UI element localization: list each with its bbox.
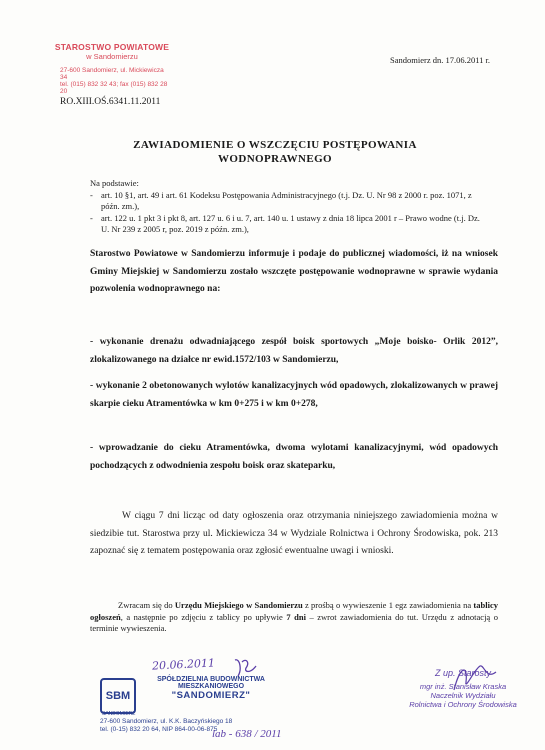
stamp-address: 27-600 Sandomierz, ul. Mickiewicza 34 <box>60 67 164 81</box>
handwritten-date: 20.06.2011 <box>151 656 216 673</box>
basis-dash: - <box>90 189 93 200</box>
sbm-stamp <box>136 676 286 701</box>
sbm-phone: tel. (0-15) 832 20 64, NIP 864-00-06-875 <box>100 726 218 733</box>
sbm-line-2: MIESZKANIOWEGO <box>177 683 245 690</box>
basis-item-text: art. 122 u. 1 pkt 3 i pkt 8, art. 127 u. 6 i u. 7, art. 140 u. 1 ustawy z dnia 18 lipca 2001 r – Prawo wodne (t.j. Dz. U. Nr 239 z 2005 r, poz. 2019 z późn. zm.), <box>101 212 480 234</box>
title-line-1: ZAWIADOMIENIE O WSZCZĘCIU POSTĘPOWANIA <box>133 139 417 151</box>
request-bold: 7 dni <box>286 611 306 622</box>
document-title <box>60 138 490 166</box>
starostwo-stamp <box>52 42 172 95</box>
stamp-phone: tel. (015) 832 32 43; fax (015) 832 28 20 <box>60 81 168 95</box>
basis-item-text: art. 10 §1, art. 49 i art. 61 Kodeksu Postępowania Administracyjnego (t.j. Dz. U. Nr 98 z 2000 r. poz. 1071, z późn. zm.), <box>101 189 472 211</box>
sbm-logo-sub: SANDOMIERZ <box>102 711 136 717</box>
stamp-line-2: w Sandomierzu <box>86 52 138 61</box>
sbm-line-1: SPÓŁDZIELNIA BUDOWNICTWA <box>157 676 265 683</box>
official-signature-icon <box>450 660 500 696</box>
request-paragraph <box>90 600 498 635</box>
signature-line-4: Rolnictwa i Ochrony Środowiska <box>409 700 517 709</box>
request-text: Zwracam się do <box>118 600 175 610</box>
notice-text: W ciągu 7 dni licząc od daty ogłoszenia oraz otrzymania niniejszego zawiadomienia można w siedzibie tut. Starostwa przy ul. Mickiewicza 34 w Wydziale Rolnictwa i Ochrony Środowiska, pok. 213 zapoznać się z tematem postępowania oraz zgłosić ewentualne uwagi i wnioski. <box>90 511 498 556</box>
basis-intro: Na podstawie: <box>90 178 139 188</box>
main-item: - wprowadzanie do cieku Atramentówka, dwoma wylotami kanalizacyjnymi, wód opadowych pochodzących z odwodnienia zespołu boisk oraz skateparku, <box>90 443 498 471</box>
handwritten-number: lab - 638 / 2011 <box>212 728 282 740</box>
main-item: - wykonanie 2 obetonowanych wylotów kanalizacyjnych wód opadowych, zlokalizowanych w prawej skarpie cieku Atramentówka w km 0+275 i w km 0+278, <box>90 381 498 409</box>
basis-item <box>90 213 481 236</box>
request-bold: Urzędu Miejskiego w Sandomierzu <box>174 600 303 610</box>
reference-number: RO.XIII.OŚ.6341.11.2011 <box>60 97 161 107</box>
basis-dash: - <box>90 212 93 223</box>
signature-line-2: mgr inż. Stanisław Kraska <box>419 682 507 691</box>
legal-basis <box>90 178 481 236</box>
request-bold: tablicy ogłoszeń <box>90 600 498 622</box>
sbm-logo: SBM <box>100 678 136 714</box>
title-line-2: WODNOPRAWNEGO <box>218 153 332 165</box>
sbm-line-3: "SANDOMIERZ" <box>171 690 251 701</box>
request-text: , a następnie po zdjęciu z tablicy po upływie <box>120 611 287 622</box>
sbm-address: 27-600 Sandomierz, ul. K.K. Baczyńskiego 18 <box>100 718 233 725</box>
signature-line-3: Naczelnik Wydziału <box>430 691 496 700</box>
basis-item <box>90 190 481 213</box>
request-text: z prośbą o wywieszenie 1 egz zawiadomienia na <box>302 600 474 610</box>
notice-paragraph <box>90 508 498 561</box>
request-text: – zwrot zawiadomienia do tut. Urzędu z adnotacją o terminie wywieszenia. <box>90 611 498 633</box>
stamp-line-1: STAROSTWO POWIATOWE <box>54 42 170 52</box>
signature-line-1: Z up. Starosty <box>434 668 492 678</box>
place-date: Sandomierz dn. 17.06.2011 r. <box>390 55 491 65</box>
main-item: - wykonanie drenażu odwadniającego zespół boisk sportowych „Moje boisko- Orlik 2012”, zlokalizowanego na działce nr ewid.1572/103 w Sandomierzu, <box>90 337 498 365</box>
main-intro: Starostwo Powiatowe w Sandomierzu informuje i podaje do publicznej wiadomości, iż na wniosek Gminy Miejskiej w Sandomierzu zostało wszczęte postępowanie wodnoprawne w sprawie wydania pozwolenia wodnoprawnego na: <box>90 249 498 294</box>
